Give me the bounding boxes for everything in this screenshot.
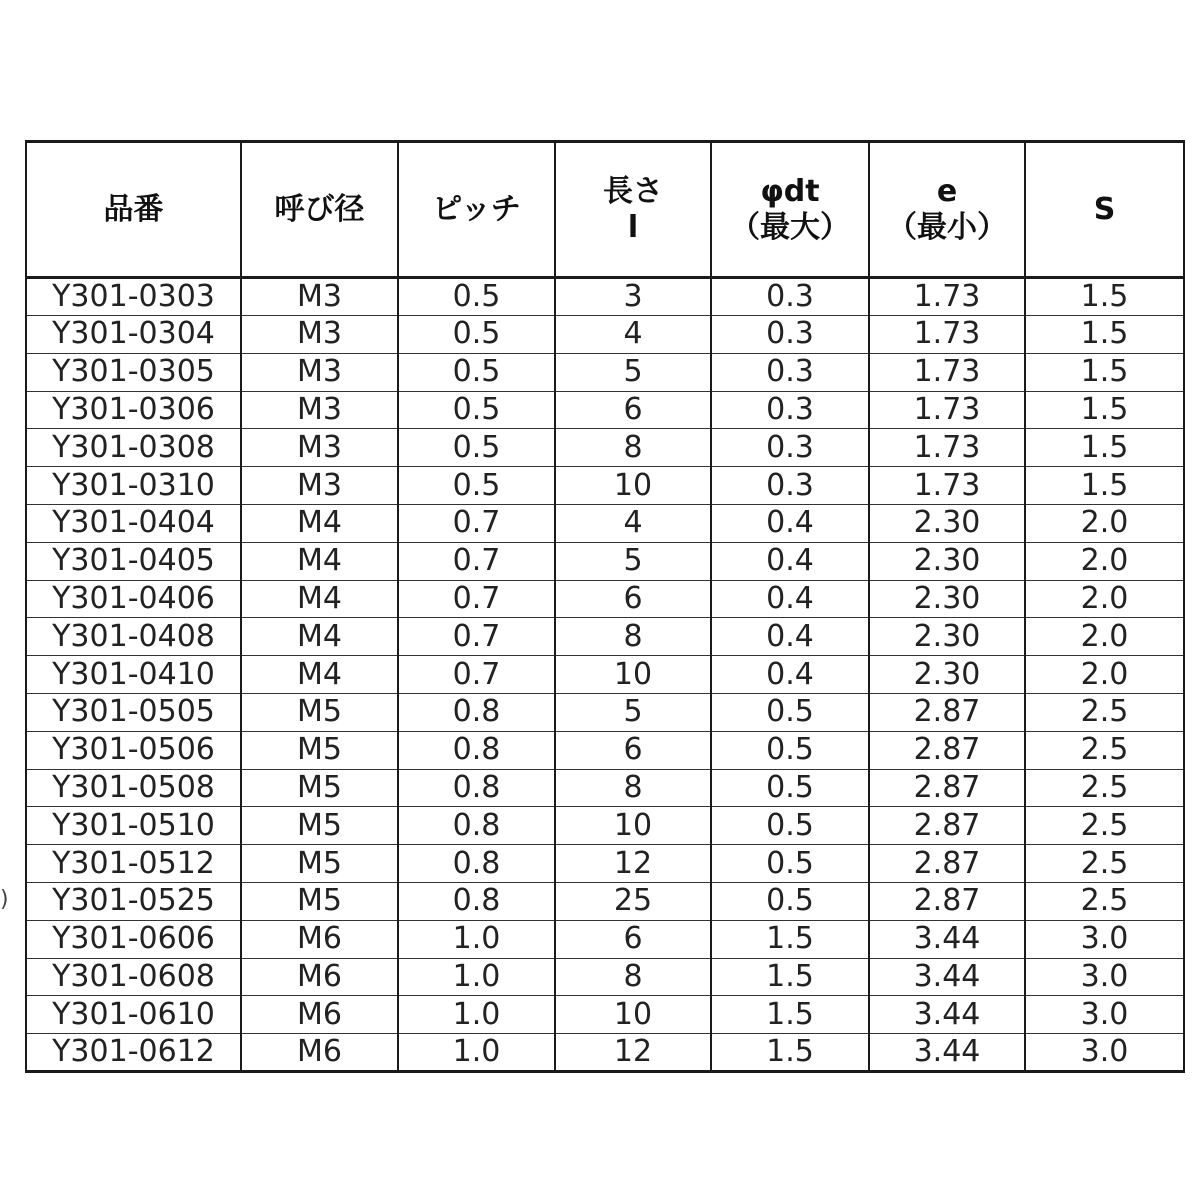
- nominal-diameter-cell: M3: [241, 467, 398, 505]
- nominal-diameter-cell: M6: [241, 958, 398, 996]
- pitch-cell: 1.0: [398, 1034, 555, 1072]
- e-min-cell: 3.44: [869, 920, 1025, 958]
- header-row: [26, 142, 1184, 278]
- pitch-cell: 0.5: [398, 278, 555, 316]
- pitch-cell: 0.8: [398, 693, 555, 731]
- e-min-cell: 1.73: [869, 278, 1025, 316]
- table-row: [26, 618, 1184, 656]
- e-min-cell: 1.73: [869, 391, 1025, 429]
- s-cell: 1.5: [1025, 467, 1184, 505]
- part-number-cell: Y301-0410: [26, 656, 241, 694]
- table-row: [26, 656, 1184, 694]
- table-row: [26, 353, 1184, 391]
- length-cell: 5: [555, 353, 711, 391]
- part-number-cell: Y301-0505: [26, 693, 241, 731]
- e-min-cell: 2.30: [869, 542, 1025, 580]
- nominal-diameter-cell: M3: [241, 316, 398, 354]
- length-cell: 8: [555, 429, 711, 467]
- e-min-cell: 2.30: [869, 656, 1025, 694]
- e-min-cell: 1.73: [869, 429, 1025, 467]
- s-cell: 2.0: [1025, 656, 1184, 694]
- pitch-cell: 0.8: [398, 769, 555, 807]
- table-row: [26, 580, 1184, 618]
- nominal-diameter-cell: M6: [241, 996, 398, 1034]
- dt-max-cell: 0.3: [711, 429, 869, 467]
- dt-max-cell: 0.4: [711, 656, 869, 694]
- s-cell: 1.5: [1025, 316, 1184, 354]
- part-number-cell: Y301-0405: [26, 542, 241, 580]
- table-row: [26, 391, 1184, 429]
- s-cell: 1.5: [1025, 429, 1184, 467]
- nominal-diameter-cell: M4: [241, 542, 398, 580]
- dt-max-cell: 1.5: [711, 958, 869, 996]
- part-number-cell: Y301-0304: [26, 316, 241, 354]
- length-cell: 8: [555, 618, 711, 656]
- pitch-cell: 0.7: [398, 504, 555, 542]
- table-row: [26, 316, 1184, 354]
- pitch-cell: 1.0: [398, 958, 555, 996]
- s-cell: 2.5: [1025, 731, 1184, 769]
- pitch-cell: 0.8: [398, 731, 555, 769]
- pitch-cell: 0.5: [398, 429, 555, 467]
- nominal-diameter-cell: M5: [241, 845, 398, 883]
- dt-max-cell: 1.5: [711, 996, 869, 1034]
- s-cell: 2.0: [1025, 504, 1184, 542]
- s-cell: 2.0: [1025, 580, 1184, 618]
- pitch-cell: 0.5: [398, 391, 555, 429]
- nominal-diameter-cell: M5: [241, 882, 398, 920]
- s-cell: 1.5: [1025, 391, 1184, 429]
- length-cell: 10: [555, 656, 711, 694]
- e-min-cell: 2.87: [869, 882, 1025, 920]
- table-row: [26, 731, 1184, 769]
- pitch-cell: 0.8: [398, 882, 555, 920]
- table-row: [26, 504, 1184, 542]
- nominal-diameter-cell: M6: [241, 1034, 398, 1072]
- part-number-cell: Y301-0506: [26, 731, 241, 769]
- nominal-diameter-cell: M4: [241, 504, 398, 542]
- dt-max-cell: 0.5: [711, 693, 869, 731]
- dt-max-cell: 0.4: [711, 542, 869, 580]
- part-number-cell: Y301-0408: [26, 618, 241, 656]
- pitch-cell: 0.7: [398, 580, 555, 618]
- table-row: [26, 807, 1184, 845]
- nominal-diameter-cell: M3: [241, 353, 398, 391]
- s-cell: 1.5: [1025, 278, 1184, 316]
- table-row: [26, 278, 1184, 316]
- dt-max-cell: 0.3: [711, 353, 869, 391]
- length-cell: 6: [555, 580, 711, 618]
- header-line: l: [627, 209, 639, 245]
- header-part-number: [26, 142, 241, 278]
- header-pitch: [398, 142, 555, 278]
- nominal-diameter-cell: M4: [241, 618, 398, 656]
- part-number-cell: Y301-0404: [26, 504, 241, 542]
- table-row: [26, 882, 1184, 920]
- s-cell: 2.5: [1025, 845, 1184, 883]
- part-number-cell: Y301-0510: [26, 807, 241, 845]
- e-min-cell: 3.44: [869, 1034, 1025, 1072]
- length-cell: 5: [555, 542, 711, 580]
- e-min-cell: 1.73: [869, 353, 1025, 391]
- dt-max-cell: 0.4: [711, 580, 869, 618]
- table-row: [26, 920, 1184, 958]
- length-cell: 25: [555, 882, 711, 920]
- pitch-cell: 1.0: [398, 920, 555, 958]
- header-line: e: [936, 173, 958, 209]
- margin-mark: ): [0, 887, 9, 912]
- table-row: [26, 467, 1184, 505]
- length-cell: 4: [555, 316, 711, 354]
- part-number-cell: Y301-0610: [26, 996, 241, 1034]
- table-body: [26, 278, 1184, 1072]
- part-number-cell: Y301-0306: [26, 391, 241, 429]
- pitch-cell: 1.0: [398, 996, 555, 1034]
- pitch-cell: 0.8: [398, 845, 555, 883]
- dt-max-cell: 0.3: [711, 467, 869, 505]
- e-min-cell: 2.87: [869, 769, 1025, 807]
- e-min-cell: 1.73: [869, 316, 1025, 354]
- nominal-diameter-cell: M3: [241, 278, 398, 316]
- pitch-cell: 0.7: [398, 542, 555, 580]
- header-s: [1025, 142, 1184, 278]
- nominal-diameter-cell: M5: [241, 693, 398, 731]
- table-row: [26, 845, 1184, 883]
- table-row: [26, 958, 1184, 996]
- pitch-cell: 0.7: [398, 656, 555, 694]
- pitch-cell: 0.5: [398, 316, 555, 354]
- dt-max-cell: 1.5: [711, 920, 869, 958]
- s-cell: 1.5: [1025, 353, 1184, 391]
- length-cell: 6: [555, 731, 711, 769]
- s-cell: 3.0: [1025, 920, 1184, 958]
- pitch-cell: 0.5: [398, 467, 555, 505]
- length-cell: 4: [555, 504, 711, 542]
- e-min-cell: 2.30: [869, 504, 1025, 542]
- dt-max-cell: 0.4: [711, 618, 869, 656]
- part-number-cell: Y301-0612: [26, 1034, 241, 1072]
- length-cell: 6: [555, 920, 711, 958]
- e-min-cell: 2.87: [869, 807, 1025, 845]
- e-min-cell: 2.87: [869, 845, 1025, 883]
- dt-max-cell: 0.4: [711, 504, 869, 542]
- header-e-min: [869, 142, 1025, 278]
- header-dt-max: [711, 142, 869, 278]
- dt-max-cell: 0.5: [711, 882, 869, 920]
- e-min-cell: 3.44: [869, 958, 1025, 996]
- s-cell: 2.5: [1025, 882, 1184, 920]
- e-min-cell: 3.44: [869, 996, 1025, 1034]
- header-line: （最大）: [730, 209, 850, 245]
- dt-max-cell: 0.3: [711, 278, 869, 316]
- part-number-cell: Y301-0305: [26, 353, 241, 391]
- table-row: [26, 996, 1184, 1034]
- e-min-cell: 2.87: [869, 693, 1025, 731]
- e-min-cell: 2.87: [869, 731, 1025, 769]
- dt-max-cell: 0.3: [711, 391, 869, 429]
- nominal-diameter-cell: M5: [241, 731, 398, 769]
- dt-max-cell: 0.5: [711, 769, 869, 807]
- s-cell: 2.0: [1025, 618, 1184, 656]
- pitch-cell: 0.7: [398, 618, 555, 656]
- s-cell: 3.0: [1025, 996, 1184, 1034]
- e-min-cell: 1.73: [869, 467, 1025, 505]
- header-nominal-diameter: [241, 142, 398, 278]
- length-cell: 5: [555, 693, 711, 731]
- part-number-cell: Y301-0508: [26, 769, 241, 807]
- pitch-cell: 0.5: [398, 353, 555, 391]
- header-line: 呼び径: [274, 191, 365, 227]
- length-cell: 3: [555, 278, 711, 316]
- table-row: [26, 1034, 1184, 1072]
- part-number-cell: Y301-0512: [26, 845, 241, 883]
- s-cell: 2.5: [1025, 693, 1184, 731]
- dt-max-cell: 0.5: [711, 731, 869, 769]
- header-line: 長さ: [603, 173, 663, 209]
- nominal-diameter-cell: M5: [241, 807, 398, 845]
- table-row: [26, 769, 1184, 807]
- header-line: 品番: [103, 191, 164, 227]
- table-row: [26, 429, 1184, 467]
- header-line: （最小）: [887, 209, 1007, 245]
- header-line: ピッチ: [432, 191, 521, 227]
- s-cell: 3.0: [1025, 958, 1184, 996]
- length-cell: 8: [555, 769, 711, 807]
- length-cell: 10: [555, 807, 711, 845]
- length-cell: 10: [555, 467, 711, 505]
- dt-max-cell: 0.5: [711, 845, 869, 883]
- dt-max-cell: 1.5: [711, 1034, 869, 1072]
- spec-table: [25, 140, 1185, 1073]
- pitch-cell: 0.8: [398, 807, 555, 845]
- header-line: φdt: [760, 173, 820, 209]
- s-cell: 3.0: [1025, 1034, 1184, 1072]
- e-min-cell: 2.30: [869, 618, 1025, 656]
- part-number-cell: Y301-0310: [26, 467, 241, 505]
- table-row: [26, 693, 1184, 731]
- dt-max-cell: 0.3: [711, 316, 869, 354]
- length-cell: 8: [555, 958, 711, 996]
- s-cell: 2.0: [1025, 542, 1184, 580]
- header-length: [555, 142, 711, 278]
- s-cell: 2.5: [1025, 807, 1184, 845]
- part-number-cell: Y301-0303: [26, 278, 241, 316]
- length-cell: 12: [555, 1034, 711, 1072]
- part-number-cell: Y301-0608: [26, 958, 241, 996]
- s-cell: 2.5: [1025, 769, 1184, 807]
- nominal-diameter-cell: M3: [241, 429, 398, 467]
- header-line: S: [1093, 191, 1116, 227]
- nominal-diameter-cell: M6: [241, 920, 398, 958]
- nominal-diameter-cell: M4: [241, 580, 398, 618]
- part-number-cell: Y301-0606: [26, 920, 241, 958]
- nominal-diameter-cell: M4: [241, 656, 398, 694]
- part-number-cell: Y301-0308: [26, 429, 241, 467]
- length-cell: 6: [555, 391, 711, 429]
- dt-max-cell: 0.5: [711, 807, 869, 845]
- part-number-cell: Y301-0406: [26, 580, 241, 618]
- length-cell: 12: [555, 845, 711, 883]
- nominal-diameter-cell: M5: [241, 769, 398, 807]
- part-number-cell: Y301-0525: [26, 882, 241, 920]
- nominal-diameter-cell: M3: [241, 391, 398, 429]
- e-min-cell: 2.30: [869, 580, 1025, 618]
- table-row: [26, 542, 1184, 580]
- length-cell: 10: [555, 996, 711, 1034]
